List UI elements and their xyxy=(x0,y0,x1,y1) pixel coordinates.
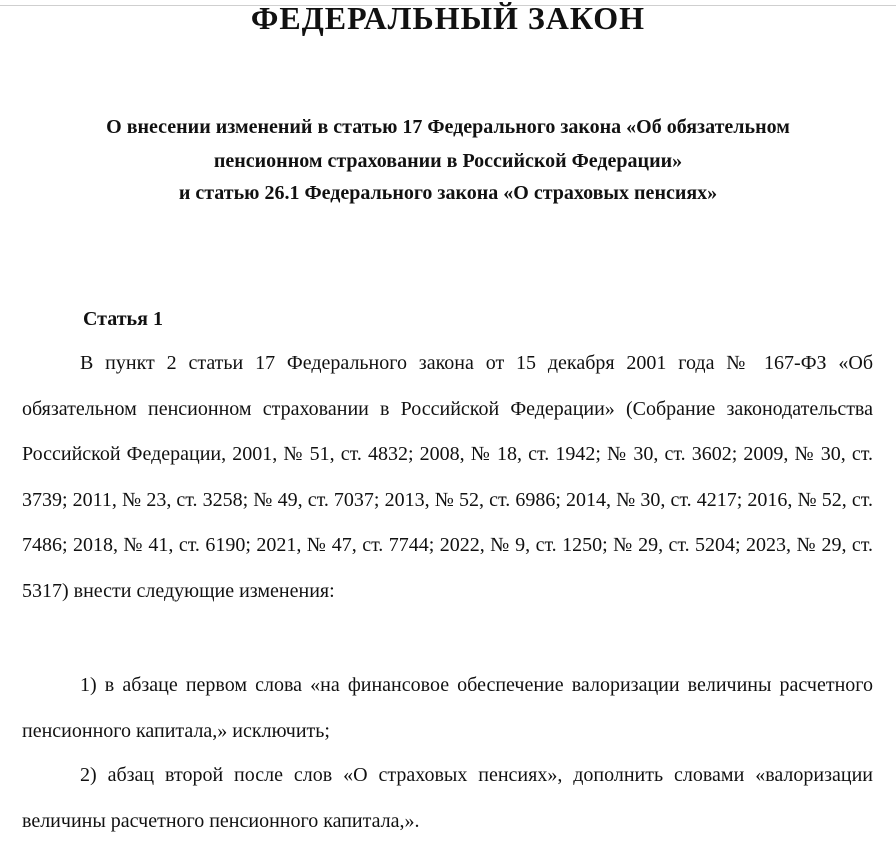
subtitle-line-2: пенсионном страховании в Российской Федерации» xyxy=(213,150,683,172)
amendment-item-2: 2) абзац второй после слов «О страховых пенсиях», дополнить словами «валоризации величины расчетного пенсионного капитала,». xyxy=(22,764,873,832)
article-intro-paragraph: В пункт 2 статьи 17 Федерального закона от 15 декабря 2001 года № 167-ФЗ «Об обязательном пенсионном страховании в Российской Федерации» (Собрание законодательства Российской Федерации, 2001, № 51, ст. 4832; 2008, № 18, ст. 1942; № 30, ст. 3602; 2009, № 30, ст. 3739; 2011, № 23, ст. 3258; № 49, ст. 7037; 2013, № 52, ст. 6986; 2014, № 30, ст. 4217; 2016, № 52, ст. 7486; 2018, № 41, ст. 6190; 2021, № 47, ст. 7744; 2022, № 9, ст. 1250; № 29, ст. 5204; 2023, № 29, ст. 5317) внести следующие изменения: xyxy=(22,352,873,602)
law-title: ФЕДЕРАЛЬНЫЙ ЗАКОН xyxy=(250,0,646,36)
subtitle-line-3: и статью 26.1 Федерального закона «О страховых пенсиях» xyxy=(178,182,718,204)
article-heading: Статья 1 xyxy=(83,308,163,330)
amendment-item-1: 1) в абзаце первом слова «на финансовое обеспечение валоризации величины расчетного пенсионного капитала,» исключить; xyxy=(22,674,873,742)
subtitle-line-1: О внесении изменений в статью 17 Федерального закона «Об обязательном xyxy=(106,116,790,138)
